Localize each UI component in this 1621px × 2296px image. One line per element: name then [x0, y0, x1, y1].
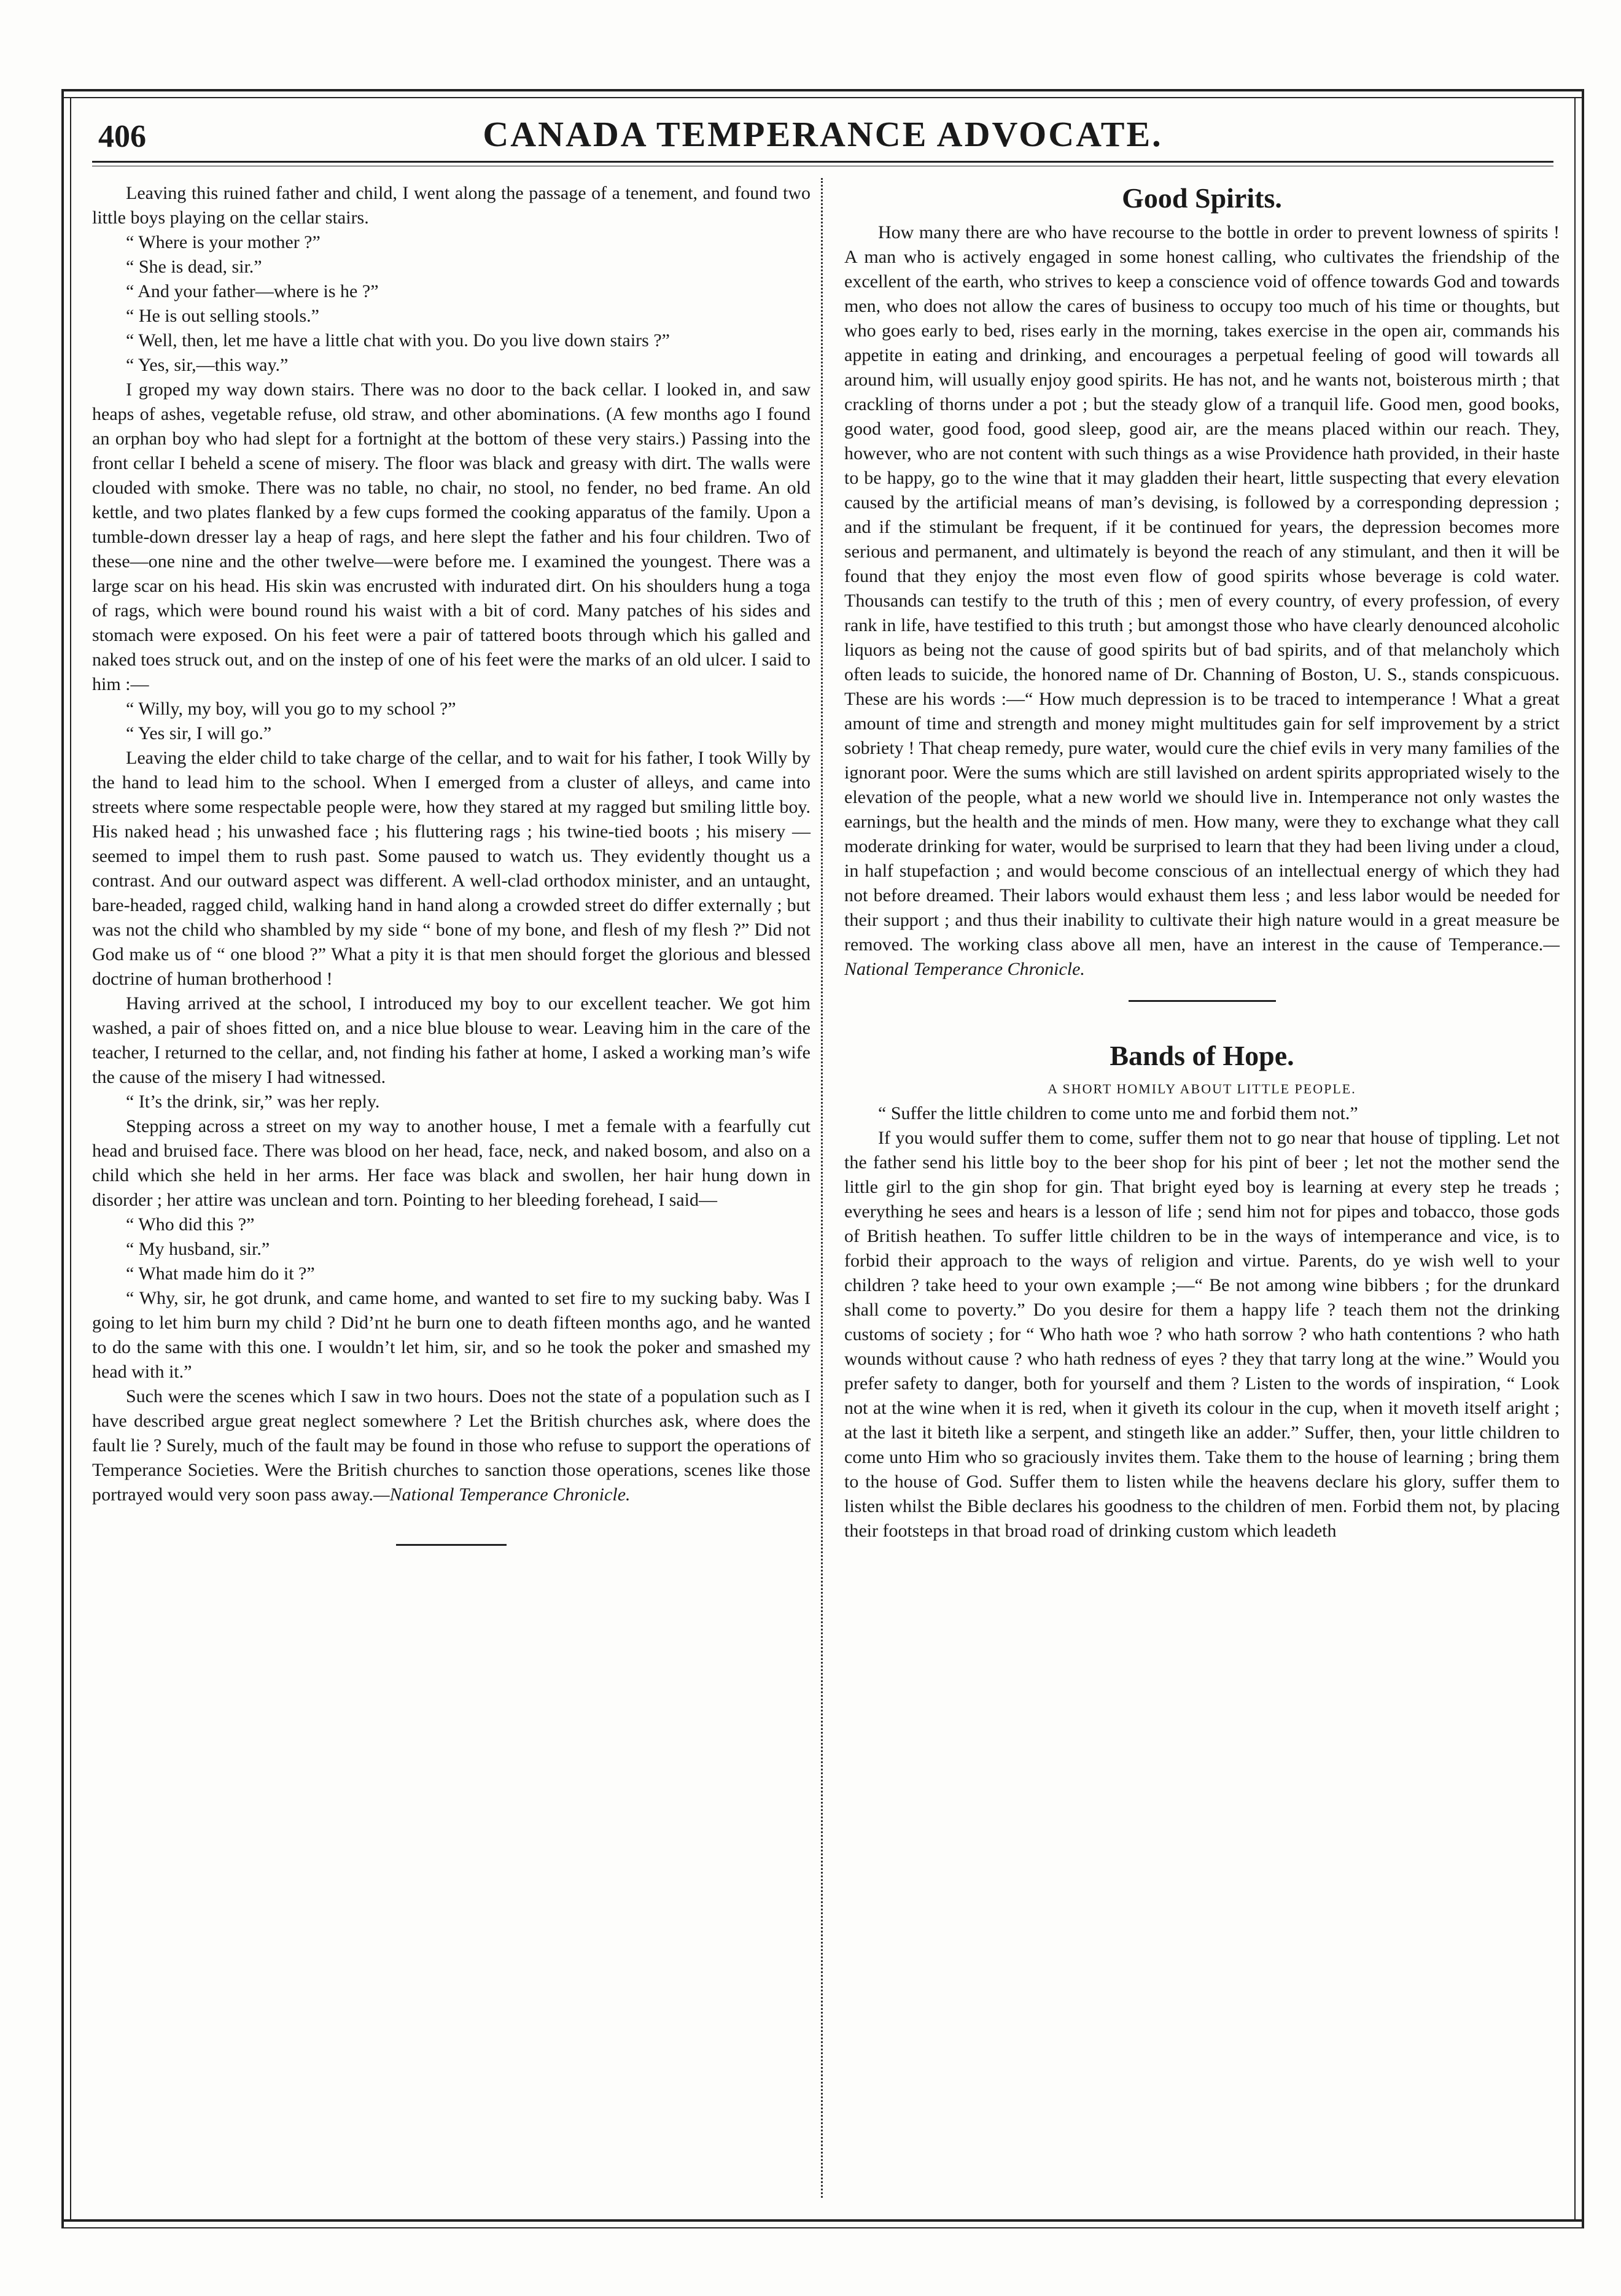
right-column	[844, 181, 1560, 1543]
paragraph: If you would suffer them to come, suffer them not to go near that house of tippling. Let not the father send his little boy to the beer shop for his pint of beer ; let not the mother send the little girl to the gin shop for gin. That bright eyed boy is learning at every step he treads ; everything he sees and hears is a lesson of life ; send him not for pipes and tobacco, those gods of British heathen. To suffer little children to be in the ways of intemperance and vice, is to forbid their approach to the ways of religion and virtue. Parents, do ye wish well to your children ? take heed to your own example ;—“ Be not among wine bibbers ; for the drunkard shall come to poverty.” Do you desire for them a happy life ? teach them not the drinking customs of society ; for “ Who hath woe ? who hath sorrow ? who hath contentions ? who hath wounds without cause ? who hath redness of eyes ? they that tarry long at the wine.” Would you prefer safety to danger, both for yourself and them ? Listen to the words of inspiration, “ Look not at the wine when it is red, when it giveth its colour in the cup, when it moveth itself aright ; at the last it biteth like a serpent, and stingeth like an adder.” Suffer, then, your little children to come unto Him who so graciously invites them. Take them to the house of learning ; bring them to the house of God. Suffer them to listen while the heavens declare his glory, suffer them to listen whilst the Bible declares his goodness to the children of men. Forbid them not, by placing their footsteps in that broad road of drinking custom which leadeth	[844, 1128, 1560, 1541]
left-column	[92, 181, 810, 1546]
section-heading: Bands of Hope.	[1110, 1040, 1294, 1071]
paragraph: Stepping across a street on my way to another house, I met a female with a fearfully cut head and bruised face. There was blood on her head, face, neck, and naked bosom, and also on a child which she held in her arms. Her face was black and swollen, her hair hung down in disorder ; her attire was unclean and torn. Pointing to her bleeding forehead, I said—	[92, 1116, 810, 1210]
paragraph: “ Yes sir, I will go.”	[126, 723, 272, 743]
end-rule	[396, 1544, 507, 1546]
paragraph: Leaving this ruined father and child, I went along the passage of a tenement, and found two little boys playing on the cellar stairs.	[92, 183, 810, 228]
page-border-top-inner	[61, 97, 1584, 98]
paragraph: “ My husband, sir.”	[126, 1239, 270, 1259]
paragraph: “ Where is your mother ?”	[126, 232, 321, 252]
page-number: 406	[98, 119, 146, 154]
paragraph-text: Such were the scenes which I saw in two hours. Does not the state of a population such as I have described argue great neglect somewhere ? Let the British churches ask, where does the fault lie ? Surely, much of the fault may be found in those who refuse to support the operations of Temperance Societies. Were the British churches to sanction those operations, scenes like those portrayed would very soon pass away.	[92, 1386, 810, 1505]
paragraph-text: How many there are who have recourse to the bottle in order to prevent lowness of spirits ! A man who is actively engaged in some honest calling, who cultivates the friendship of the excellent of the earth, who strives to keep a conscience void of offence towards God and towards men, who does not allow the cares of business to occupy too much of his time or thoughts, but who goes early to bed, rises early in the morning, takes exercise in the open air, commands his appetite in eating and drinking, and encourages a perpetual feeling of good will towards all around him, will usually enjoy good spirits. He has not, and he wants not, boisterous mirth ; that crackling of thorns under a pot ; but the steady glow of a tranquil life. Good men, good books, good water, good food, good sleep, good air, are the means placed within our reach. They, however, who are not content with such things as a wise Providence hath provided, in their haste to be happy, go to the wine that it may gladden their heart, little suspecting that every elevation caused by the artificial means of man’s devising, is followed by a corresponding depression ; and if the stimulant be frequent, if it be continued for years, the depression becomes more serious and permanent, and ultimately is beyond the reach of any stimulant, and then it will be found that they enjoy the most even flow of good spirits whose beverage is cold water. Thousands can testify to the truth of this ; men of every country, of every profession, of every rank in life, have testified to this truth ; but amongst those who have clearly denounced alcoholic liquors as being not the cause of good spirits but of bad spirits, and of that melancholy which often leads to suicide, the honored name of Dr. Channing of Boston, U. S., stands conspicuous. These are his words :—“ How much depression is to be traced to intemperance ! What a great amount of time and strength and money might multitudes gain for self improvement by a strict sobriety ! That cheap remedy, pure water, would cure the chief evils in very many families of the ignorant poor. Were the sums which are still lavished on ardent spirits appropriated wisely to the elevation of the people, what a new world we should live in. Intemperance not only wastes the earnings, but the health and the minds of men. How many, were they to exchange what they call moderate drinking for water, would be surprised to learn that they had been living under a cloud, in half stupefaction ; and would become conscious of an intellectual energy of which they had not before dreamed. Their labors would exhaust them less ; and less labor would be needed for their support ; and thus their inability to cultivate their high nature would in a great measure be removed. The working class above all men, have an interest in the cause of Temperance.	[844, 222, 1560, 955]
epigraph: “ Suffer the little children to come unto me and forbid them not.”	[878, 1103, 1358, 1123]
masthead	[92, 114, 1553, 163]
subheading: A SHORT HOMILY ABOUT LITTLE PEOPLE.	[1048, 1081, 1356, 1096]
attribution: —National Temperance Chronicle.	[373, 1484, 631, 1505]
paragraph: “ Well, then, let me have a little chat with you. Do you live down stairs ?”	[126, 330, 670, 351]
paragraph	[844, 220, 1560, 982]
section-divider	[1129, 1000, 1276, 1002]
paragraph: “ And your father—where is he ?”	[126, 281, 379, 301]
attribution: —National Temperance Chronicle.	[844, 934, 1560, 979]
paragraph: “ It’s the drink, sir,” was her reply.	[126, 1092, 380, 1112]
page-border-left	[61, 89, 64, 2228]
paragraph: Leaving the elder child to take charge of the cellar, and to wait for his father, I took Willy by the hand to lead him to the school. When I emerged from a cluster of alleys, and came into streets where some respectable people were, how they stared at my ragged but smiling little boy. His naked head ; his unwashed face ; his fluttering rags ; his twine-tied boots ; his misery —seemed to impel them to rush past. Some paused to watch us. They evidently thought us a contrast. And our outward aspect was different. A well-clad orthodox minister, and an untaught, bare-headed, ragged child, walking hand in hand along a crowded street do differ externally ; but was not the child who shambled by my side “ bone of my bone, and flesh of my flesh ?” Did not God make us of “ one blood ?” What a pity it is that men should forget the glorious and blessed doctrine of human brotherhood !	[92, 748, 810, 989]
header-rule	[92, 161, 1553, 163]
paragraph: Having arrived at the school, I introduced my boy to our excellent teacher. We got him washed, a pair of shoes fitted on, and a nice blue blouse to wear. Leaving him in the care of the teacher, I returned to the cellar, and, not finding his father at home, I asked a working man’s wife the cause of the misery I had witnessed.	[92, 993, 810, 1087]
page-border-right-inner	[1574, 97, 1576, 2221]
page-border-right	[1582, 89, 1584, 2228]
paragraph: I groped my way down stairs. There was no door to the back cellar. I looked in, and saw heaps of ashes, vegetable refuse, old straw, and other abominations. (A few months ago I found an orphan boy who had slept for a fortnight at the bottom of these very stairs.) Passing into the front cellar I beheld a scene of misery. The floor was black and greasy with dirt. The walls were clouded with smoke. There was no table, no chair, no stool, no fender, no bed frame. An old kettle, and two plates flanked by a few cups formed the cooking apparatus of the family. Upon a tumble-down dresser lay a heap of rags, and here slept the father and his four children. Two of these—one nine and the other twelve—were before me. I examined the youngest. There was a large scar on his head. His skin was encrusted with indurated dirt. On his shoulders hung a toga of rags, which were bound round his waist with a bit of cord. Many patches of his sides and stomach were exposed. On his feet were a pair of tattered boots through which his galled and naked toes struck out, and on the instep of one of his feet were the marks of an old ulcer. I said to him :—	[92, 379, 810, 694]
column-divider	[821, 178, 823, 2198]
page-border-bottom	[61, 2219, 1584, 2222]
paragraph: “ Yes, sir,—this way.”	[126, 355, 289, 375]
paper-title: CANADA TEMPERANCE ADVOCATE.	[483, 114, 1163, 154]
paragraph: “ Why, sir, he got drunk, and came home, and wanted to set fire to my sucking baby. Was I going to let him burn my child ? Did’nt he burn one to death fifteen months ago, and he wanted to do the same with this one. I wouldn’t let him, sir, and so he took the poker and smashed my head with it.”	[92, 1288, 810, 1382]
paragraph: “ What made him do it ?”	[126, 1263, 315, 1284]
page-border-top	[61, 89, 1584, 91]
paragraph	[92, 1384, 810, 1507]
page-border-bottom-inner	[61, 2227, 1584, 2228]
paragraph: “ Willy, my boy, will you go to my school ?”	[126, 699, 456, 719]
page-border-left-inner	[70, 97, 71, 2221]
section-heading: Good Spirits.	[1122, 182, 1282, 214]
paragraph: “ He is out selling stools.”	[126, 306, 319, 326]
paragraph: “ She is dead, sir.”	[126, 257, 262, 277]
paragraph: “ Who did this ?”	[126, 1214, 255, 1235]
